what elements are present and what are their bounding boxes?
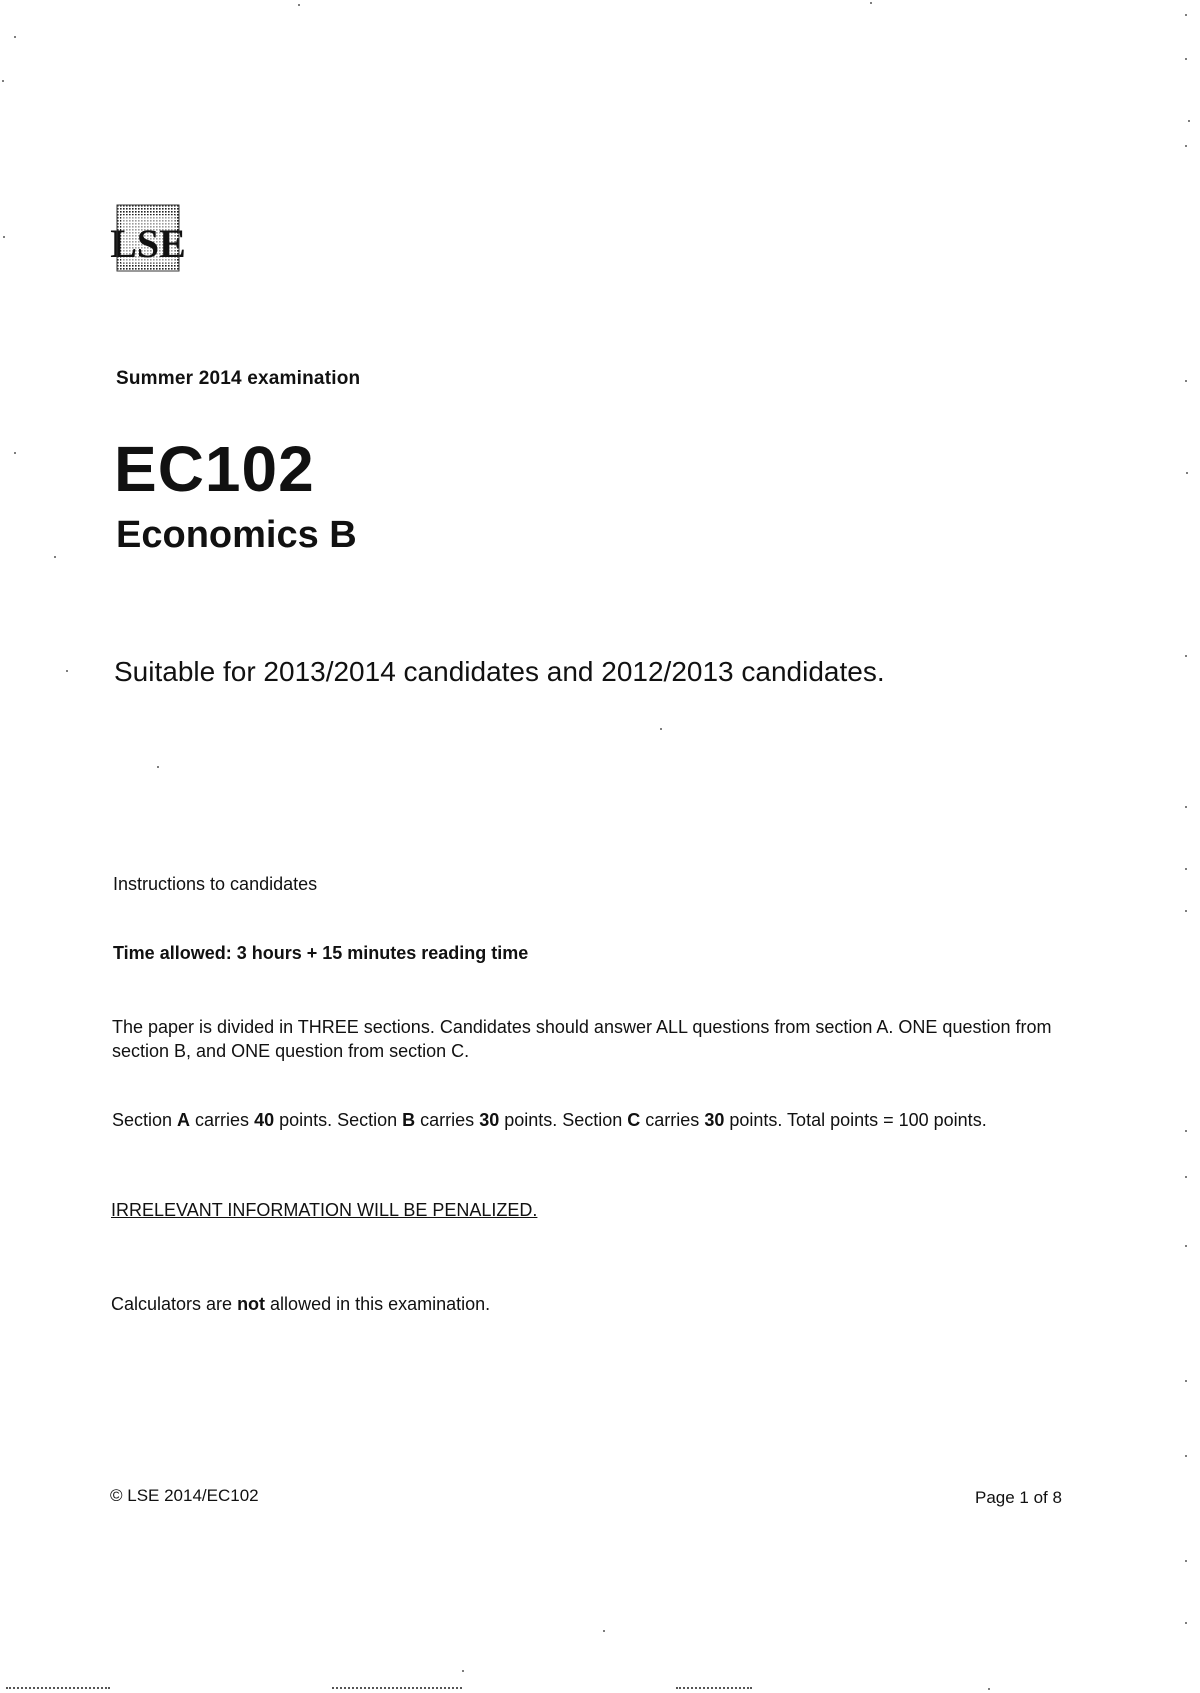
scan-speck xyxy=(66,670,68,672)
points-text: carries xyxy=(640,1110,705,1130)
scan-speck xyxy=(1185,655,1187,657)
time-allowed: Time allowed: 3 hours + 15 minutes reading time xyxy=(113,943,529,963)
scan-speck xyxy=(1186,472,1188,474)
course-title: Economics B xyxy=(116,514,357,556)
scan-dash xyxy=(6,1687,110,1691)
calculators-text: Calculators are xyxy=(111,1294,238,1314)
sections-instructions: The paper is divided in THREE sections. Candidates should answer ALL questions from section A. ONE question from section B, and ONE question from section C. xyxy=(112,1017,1052,1061)
points-text: carries xyxy=(190,1110,255,1130)
penalty-warning: IRRELEVANT INFORMATION WILL BE PENALIZED. xyxy=(111,1200,538,1220)
scan-speck xyxy=(1185,14,1187,16)
footer-copyright: © LSE 2014/EC102 xyxy=(110,1486,259,1505)
page-number: Page 1 of 8 xyxy=(975,1488,1062,1507)
scan-speck xyxy=(14,452,16,454)
section-c-label: C xyxy=(627,1110,641,1130)
scan-dash xyxy=(676,1687,752,1691)
scan-speck xyxy=(3,236,5,238)
scan-speck xyxy=(870,2,872,4)
scan-speck xyxy=(1185,145,1187,147)
scan-dash xyxy=(332,1687,462,1691)
scan-speck xyxy=(157,766,159,768)
scan-speck xyxy=(603,1630,605,1632)
scan-speck xyxy=(988,1688,990,1690)
lse-logo-icon xyxy=(110,205,186,271)
section-c-points: 30 xyxy=(704,1110,725,1130)
calculators-notice xyxy=(111,1294,490,1315)
scan-speck xyxy=(2,80,4,82)
scan-speck xyxy=(1185,1622,1187,1624)
calculators-emphasis: not xyxy=(237,1294,266,1314)
scan-speck xyxy=(1185,58,1187,60)
points-text: points. Section xyxy=(274,1110,403,1130)
course-code: EC102 xyxy=(114,433,315,505)
scan-speck xyxy=(298,4,300,6)
scan-speck xyxy=(462,1670,464,1672)
points-text: Section xyxy=(112,1110,178,1130)
candidate-suitability: Suitable for 2013/2014 candidates and 2012/2013 candidates. xyxy=(114,656,885,687)
points-text: carries xyxy=(415,1110,480,1130)
section-b-label: B xyxy=(402,1110,416,1130)
scan-speck xyxy=(1185,1560,1187,1562)
scan-speck xyxy=(14,36,16,38)
scan-speck xyxy=(1185,1380,1187,1382)
scan-speck xyxy=(1185,910,1187,912)
scan-speck xyxy=(1185,868,1187,870)
scan-speck xyxy=(54,556,56,558)
scan-speck xyxy=(660,728,662,730)
section-a-points: 40 xyxy=(254,1110,275,1130)
points-breakdown xyxy=(112,1108,1072,1132)
exam-session: Summer 2014 examination xyxy=(116,368,361,389)
scan-speck xyxy=(1185,1245,1187,1247)
instructions-heading: Instructions to candidates xyxy=(113,874,318,894)
scan-speck xyxy=(1185,806,1187,808)
scan-speck xyxy=(1185,380,1187,382)
scan-speck xyxy=(1185,1130,1187,1132)
scan-speck xyxy=(1185,1176,1187,1178)
points-text: points. Section xyxy=(499,1110,628,1130)
calculators-text: allowed in this examination. xyxy=(265,1294,491,1314)
scan-speck xyxy=(1188,120,1190,122)
points-text: points. Total points = 100 points. xyxy=(724,1110,987,1130)
scan-speck xyxy=(1185,1455,1187,1457)
section-b-points: 30 xyxy=(479,1110,500,1130)
svg-text:LSE: LSE xyxy=(110,221,186,266)
section-a-label: A xyxy=(177,1110,191,1130)
